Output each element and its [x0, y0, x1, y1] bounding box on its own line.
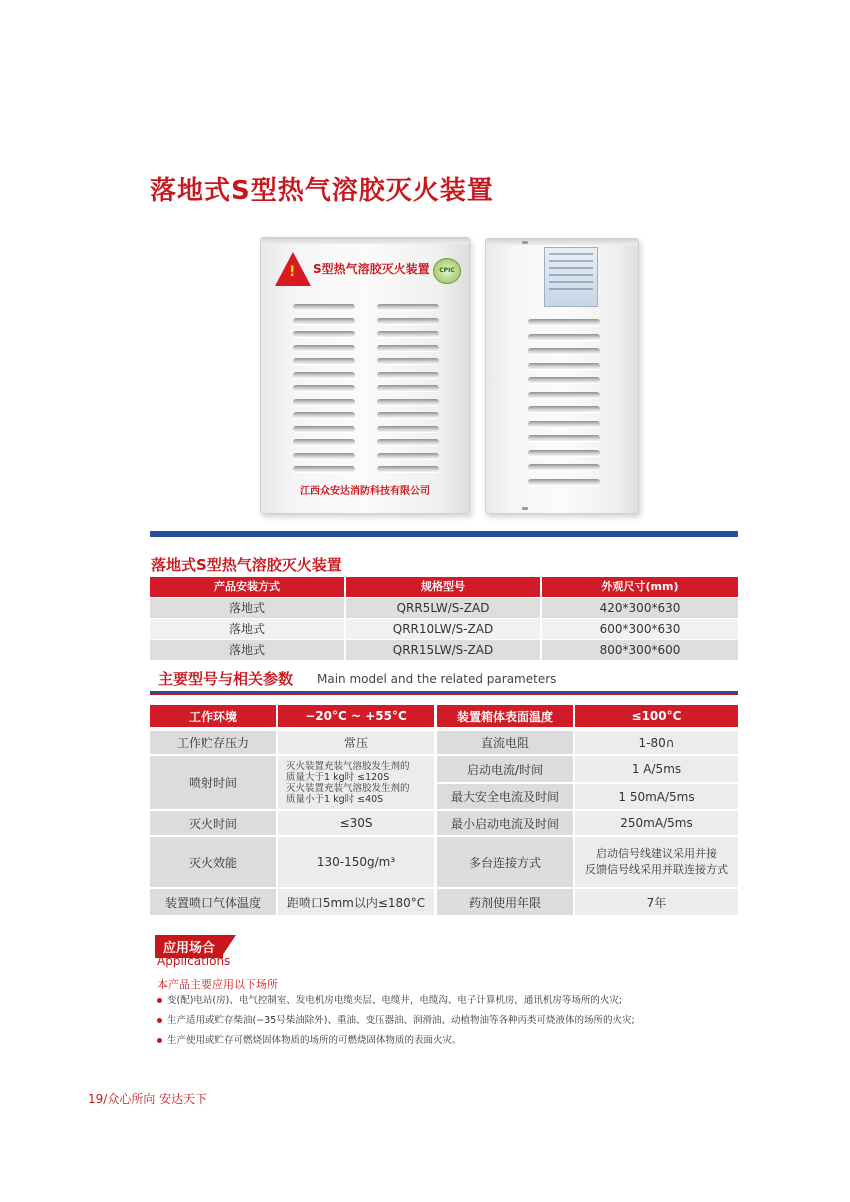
- param-ext-time-label: 灭火时间: [150, 811, 276, 835]
- param-gas-value: 距喷口5mm以内≤180°C: [278, 889, 434, 915]
- louver-slot: [528, 363, 600, 369]
- applications-intro: 本产品主要应用以下场所: [157, 978, 278, 991]
- param-header-env-value: −20°C ~ +55°C: [278, 705, 434, 727]
- param-spray-line1: 灭火装置充装气溶胶发生剂的: [286, 760, 410, 772]
- cabinet-label: S型热气溶胶灭火装置: [313, 262, 430, 276]
- louver-slot: [377, 318, 439, 324]
- param-efficiency-label: 灭火效能: [150, 837, 276, 887]
- cabinet-company-label: 江西众安达消防科技有限公司: [300, 486, 430, 497]
- param-gas-label: 装置喷口气体温度: [150, 889, 276, 915]
- params-divider-red: [150, 693, 738, 695]
- spec-cell-model: QRR15LW/S-ZAD: [346, 640, 540, 660]
- list-item: [157, 1034, 757, 1054]
- applications-title: 应用场合: [155, 935, 223, 958]
- param-spray-label: 喷射时间: [150, 756, 276, 809]
- louver-slot: [528, 435, 600, 441]
- param-header-surface-label: 装置箱体表面温度: [437, 705, 573, 727]
- louver-slot: [293, 358, 355, 364]
- param-header-surface-value: ≤100°C: [575, 705, 738, 727]
- louver-slot: [377, 358, 439, 364]
- param-dc-value: 1-80∩: [575, 731, 738, 754]
- louver-slot: [377, 345, 439, 351]
- params-title-en: Main model and the related parameters: [317, 672, 557, 686]
- spec-cell-size: 420*300*630: [542, 598, 738, 618]
- param-life-value: 7年: [575, 889, 738, 915]
- spec-cell-model: QRR10LW/S-ZAD: [346, 619, 540, 639]
- spec-cell-size: 800*300*600: [542, 640, 738, 660]
- param-start-value: 1 A/5ms: [575, 756, 738, 782]
- table-row: [150, 619, 740, 639]
- param-multi-value: [575, 837, 738, 887]
- louver-slot: [377, 399, 439, 405]
- param-spray-line4: 质量小于1 kg时 ≤40S: [286, 793, 384, 805]
- param-pressure-value: 常压: [278, 731, 434, 754]
- page-footer: 19/众心所向 安达天下: [88, 1092, 208, 1106]
- spec-cell-install: 落地式: [150, 640, 344, 660]
- louver-slot: [293, 304, 355, 310]
- louver-slot: [377, 412, 439, 418]
- param-min-start-value: 250mA/5ms: [575, 811, 738, 835]
- louver-slot: [528, 450, 600, 456]
- param-spray-value: [278, 756, 434, 809]
- warning-mark-icon: !: [289, 264, 296, 280]
- louver-slot: [377, 453, 439, 459]
- cabinet-top-edge: [261, 238, 469, 244]
- table-row: [150, 598, 740, 618]
- louver-slot: [293, 318, 355, 324]
- table-row: [150, 640, 740, 660]
- application-text: 生产使用或贮存可燃烧固体物质的场所的可燃烧固体物质的表面火灾。: [167, 1035, 462, 1046]
- params-title: 主要型号与相关参数: [158, 670, 294, 688]
- louver-slot: [293, 466, 355, 472]
- spec-table-header: [150, 577, 740, 597]
- louver-slot: [293, 426, 355, 432]
- param-safe-value: 1 50mA/5ms: [575, 784, 738, 809]
- louver-slot: [377, 426, 439, 432]
- louver-slot: [293, 372, 355, 378]
- param-start-label: 启动电流/时间: [437, 756, 573, 782]
- louver-slot: [528, 377, 600, 383]
- applications-title-en: Applications: [157, 954, 231, 968]
- page-title: 落地式S型热气溶胶灭火装置: [150, 176, 494, 206]
- param-efficiency-value: 130-150g/m³: [278, 837, 434, 887]
- param-multi-label: 多台连接方式: [437, 837, 573, 887]
- spec-header-model: 规格型号: [346, 577, 540, 597]
- spec-table: [150, 577, 740, 660]
- bullet-icon: [157, 1018, 162, 1023]
- louver-slot: [377, 304, 439, 310]
- product-front-image: [260, 237, 470, 514]
- hinge-icon: [522, 507, 528, 510]
- spec-header-install: 产品安装方式: [150, 577, 344, 597]
- bullet-icon: [157, 998, 162, 1003]
- param-life-label: 药剂使用年限: [437, 889, 573, 915]
- spec-cell-model: QRR5LW/S-ZAD: [346, 598, 540, 618]
- louver-slot: [293, 399, 355, 405]
- louver-slot: [377, 372, 439, 378]
- spec-cell-install: 落地式: [150, 619, 344, 639]
- louver-slot: [377, 385, 439, 391]
- louver-slot: [377, 331, 439, 337]
- param-spray-line3: 灭火装置充装气溶胶发生剂的: [286, 782, 410, 794]
- cabinet-top-edge: [486, 239, 638, 245]
- param-header-env-label: 工作环境: [150, 705, 276, 727]
- param-spray-line2: 质量大于1 kg时 ≤120S: [286, 771, 390, 783]
- louver-slot: [528, 334, 600, 340]
- param-dc-label: 直流电阻: [437, 731, 573, 754]
- louver-slot: [293, 453, 355, 459]
- louver-slot: [528, 348, 600, 354]
- louver-slot: [293, 331, 355, 337]
- louver-slot: [293, 439, 355, 445]
- spec-header-size: 外观尺寸(mm): [542, 577, 738, 597]
- param-safe-label: 最大安全电流及时间: [437, 784, 573, 809]
- louver-slot: [377, 439, 439, 445]
- applications-list: [157, 994, 757, 1054]
- hinge-icon: [522, 241, 528, 244]
- louver-slot: [528, 464, 600, 470]
- louver-slot: [293, 385, 355, 391]
- louver-slot: [528, 479, 600, 485]
- applications-title-tab: [222, 935, 236, 956]
- param-pressure-label: 工作贮存压力: [150, 731, 276, 754]
- application-text: 变(配)电站(房)、电气控制室、发电机房电缆夹层、电缆井，电缆沟、电子计算机房，通讯机房等场所的火灾;: [167, 995, 623, 1006]
- param-ext-time-value: ≤30S: [278, 811, 434, 835]
- louver-slot: [293, 412, 355, 418]
- louver-slot: [377, 466, 439, 472]
- application-text: 生产适用或贮存柴油(−35号柴油除外)、重油、变压器油、润滑油、动植物油等各种丙类可烧液体的场所的火灾;: [167, 1015, 635, 1026]
- cpic-badge-icon: CPIC: [433, 258, 461, 284]
- spec-table-title: 落地式S型热气溶胶灭火装置: [151, 556, 342, 574]
- product-side-image: [485, 238, 639, 514]
- louver-slot: [528, 421, 600, 427]
- list-item: [157, 994, 757, 1014]
- param-min-start-label: 最小启动电流及时间: [437, 811, 573, 835]
- bullet-icon: [157, 1038, 162, 1043]
- spec-cell-size: 600*300*630: [542, 619, 738, 639]
- spec-cell-install: 落地式: [150, 598, 344, 618]
- louver-slot: [528, 392, 600, 398]
- louver-slot: [293, 345, 355, 351]
- list-item: [157, 1014, 757, 1034]
- nameplate-icon: [544, 247, 598, 307]
- louver-slot: [528, 406, 600, 412]
- param-multi-line1: 启动信号线建议采用并接: [596, 847, 717, 860]
- param-multi-line2: 反馈信号线采用并联连接方式: [585, 863, 728, 876]
- section-divider: [150, 531, 738, 537]
- louver-slot: [528, 319, 600, 325]
